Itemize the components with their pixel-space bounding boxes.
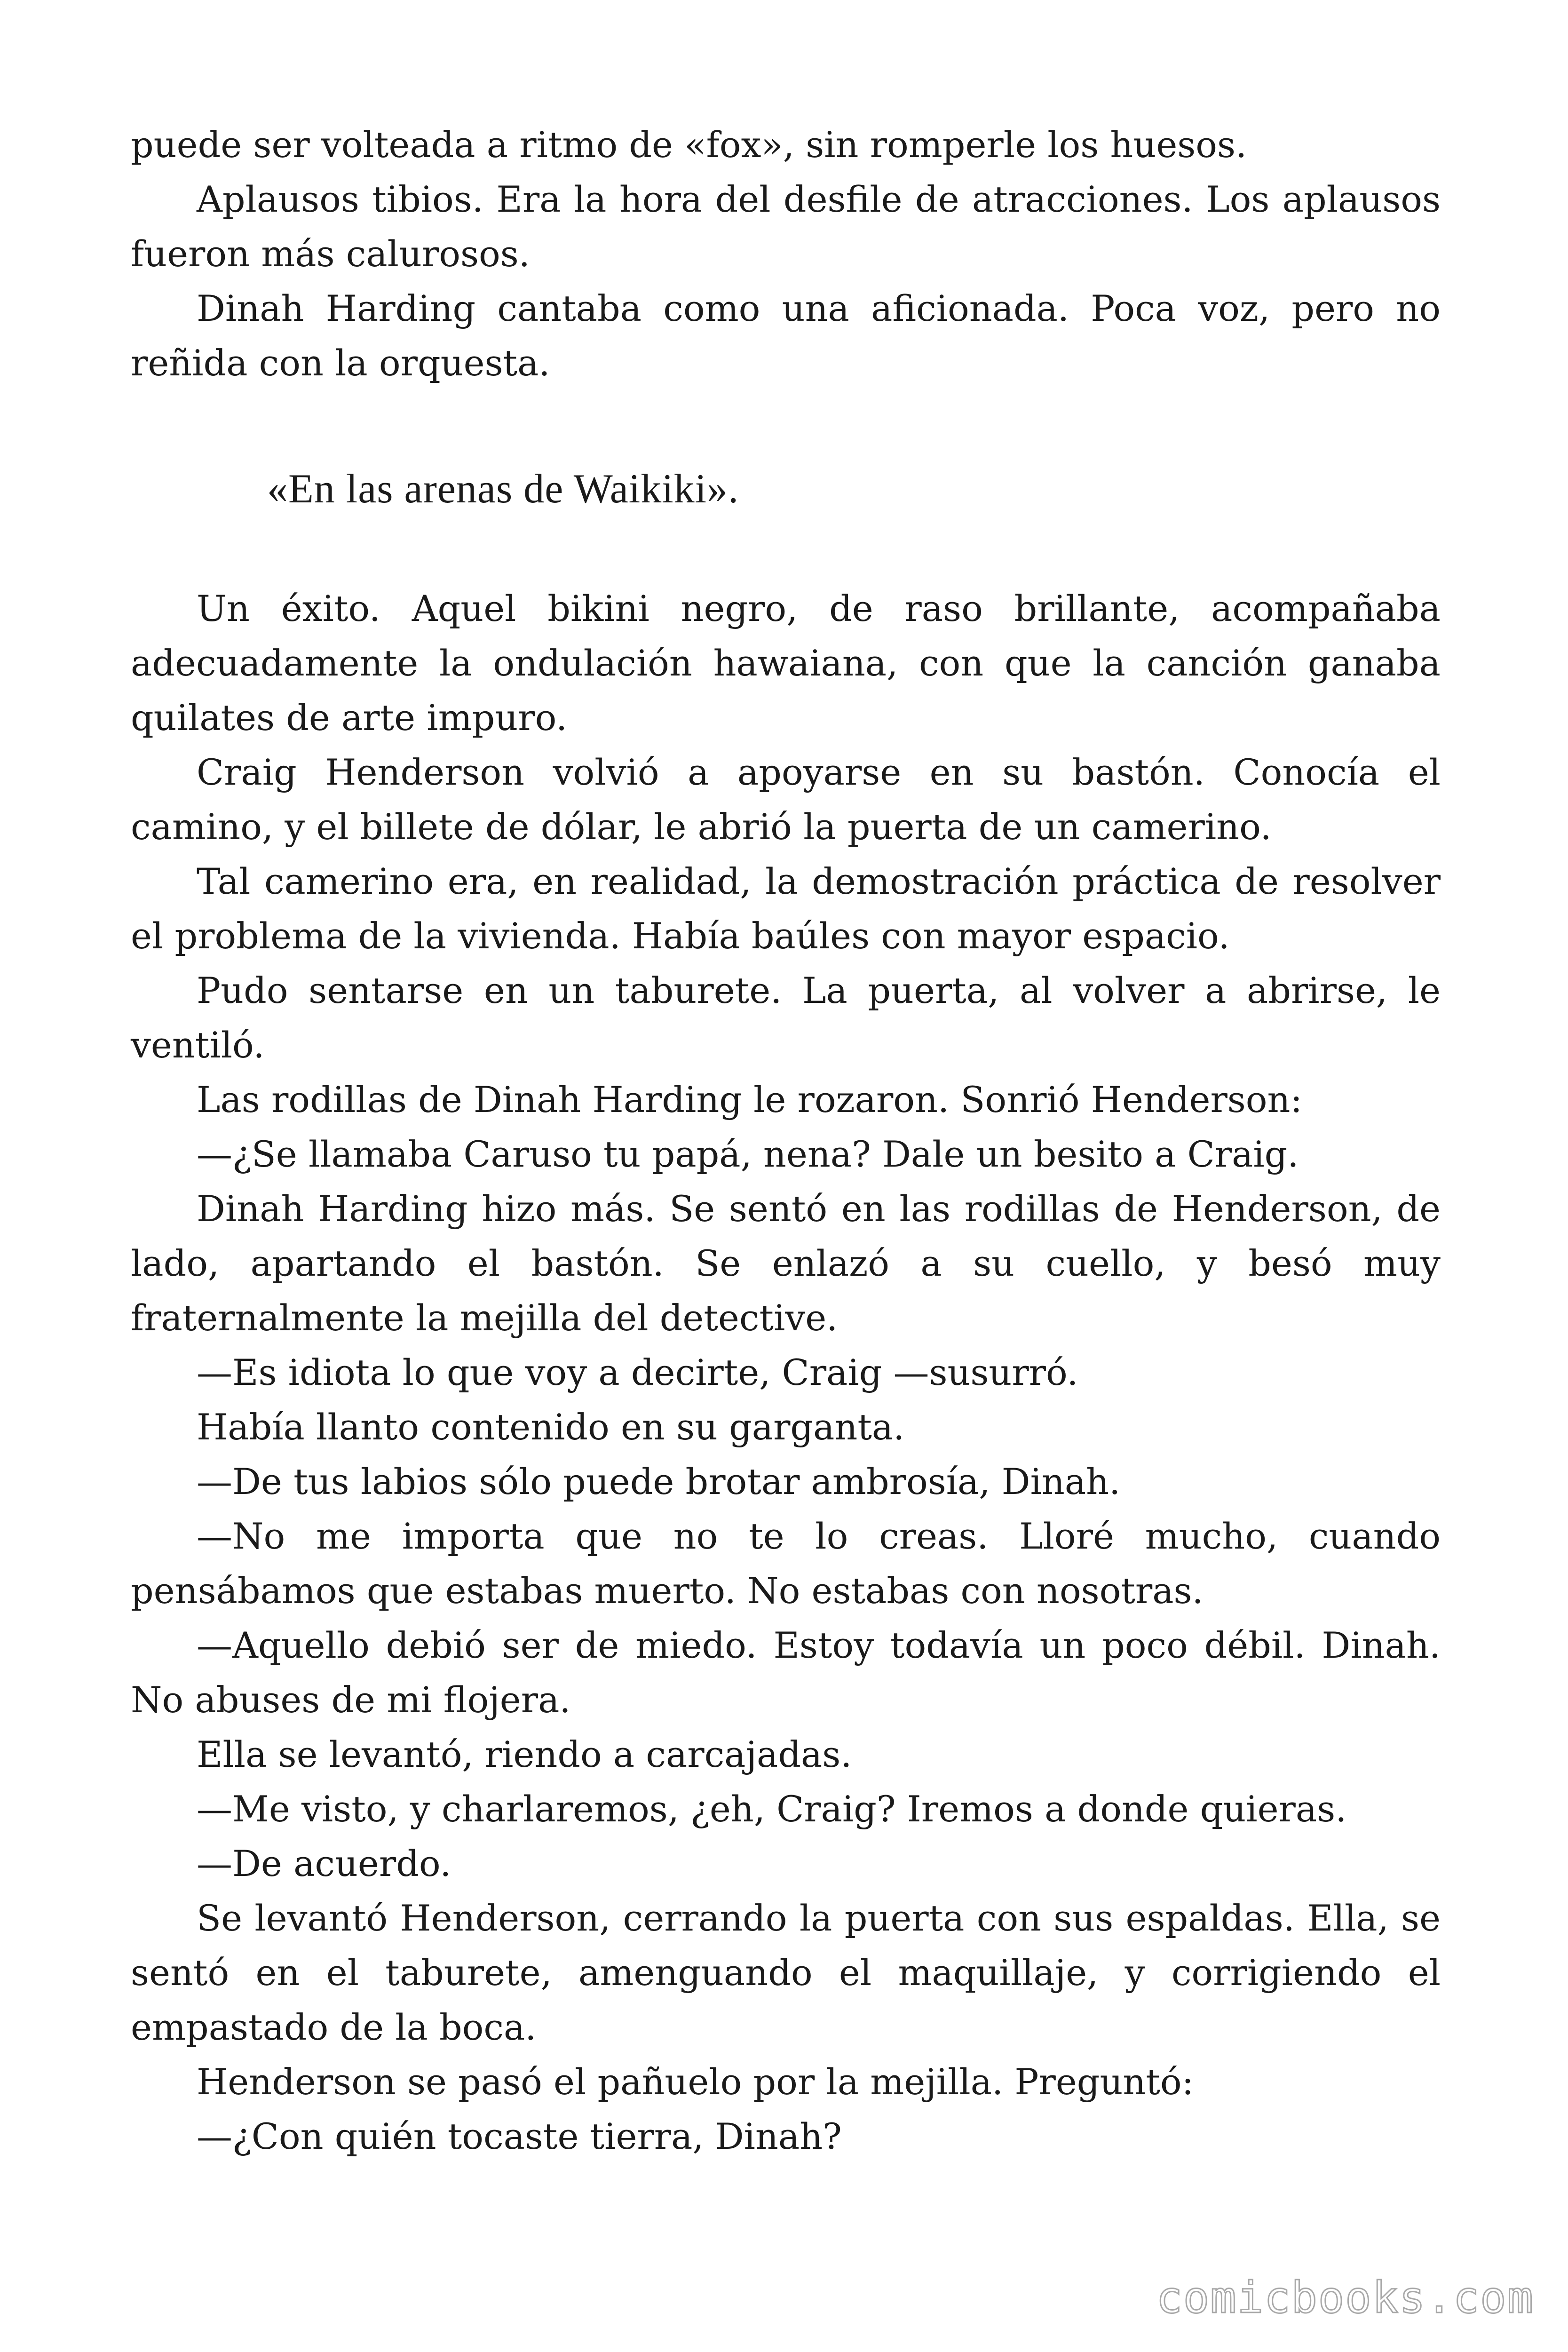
paragraph: Dinah Harding hizo más. Se sentó en las rodillas de Henderson, de lado, apartando el bastón. Se enlazó a su cuello, y besó muy fraternalmente la mejilla del detective. [131,1188,1441,1339]
paragraph: Se levantó Henderson, cerrando la puerta con sus espaldas. Ella, se sentó en el taburete, amenguando el maquillaje, y corrigiendo el empastado de la boca. [131,1897,1441,2048]
paragraph: Tal camerino era, en realidad, la demostración práctica de resolver el problema de la vivienda. Había baúles con mayor espacio. [131,860,1441,957]
dialogue-line: —Es idiota lo que voy a decirte, Craig —susurró. [197,1351,1078,1393]
paragraph: Aplausos tibios. Era la hora del desfile de atracciones. Los aplausos fueron más calurosos. [131,178,1441,275]
paragraph: Dinah Harding cantaba como una aficionada. Poca voz, pero no reñida con la orquesta. [131,287,1441,384]
paragraph: Ella se levantó, riendo a carcajadas. [197,1733,852,1775]
song-title: «En las arenas de Waikiki». [267,466,739,512]
paragraph: Craig Henderson volvió a apoyarse en su bastón. Conocía el camino, y el billete de dólar, le abrió la puerta de un camerino. [131,751,1441,848]
dialogue-line: —Aquello debió ser de miedo. Estoy todavía un poco débil. Dinah. No abuses de mi flojera. [131,1624,1441,1721]
paragraph: Había llanto contenido en su garganta. [197,1406,905,1448]
paragraph-continuation: puede ser volteada a ritmo de «fox», sin romperle los huesos. [131,124,1247,166]
dialogue-line: —No me importa que no te lo creas. Lloré mucho, cuando pensábamos que estabas muerto. No estabas con nosotras. [131,1515,1441,1612]
dialogue-line: —De acuerdo. [197,1843,451,1884]
dialogue-line: —¿Con quién tocaste tierra, Dinah? [197,2115,842,2157]
paragraph: Pudo sentarse en un taburete. La puerta, al volver a abrirse, le ventiló. [131,969,1441,1066]
paragraph: Un éxito. Aquel bikini negro, de raso brillante, acompañaba adecuadamente la ondulación hawaiana, con que la canción ganaba quilates de arte impuro. [131,588,1441,739]
page-text [131,118,1441,2164]
dialogue-line: —Me visto, y charlaremos, ¿eh, Craig? Iremos a donde quieras. [197,1788,1347,1830]
dialogue-line: —¿Se llamaba Caruso tu papá, nena? Dale un besito a Craig. [197,1133,1299,1175]
watermark-logo: comicbooks.com [1156,2273,1534,2323]
paragraph: Henderson se pasó el pañuelo por la mejilla. Preguntó: [197,2061,1194,2103]
paragraph: Las rodillas de Dinah Harding le rozaron. Sonrió Henderson: [197,1079,1303,1120]
dialogue-line: —De tus labios sólo puede brotar ambrosía, Dinah. [197,1461,1121,1502]
